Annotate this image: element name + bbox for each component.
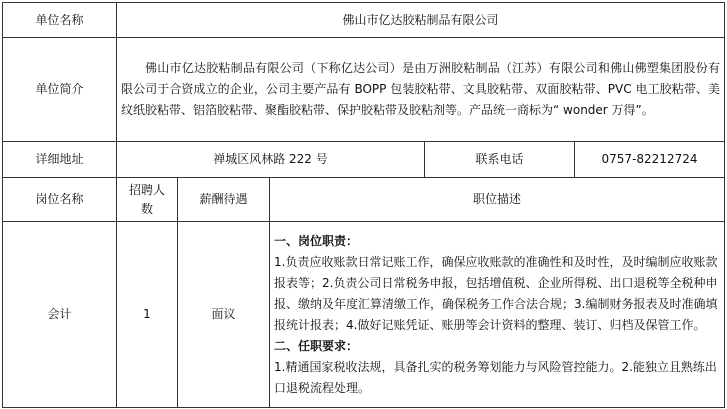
requirements-text: 1.精通国家税收法规，具备扎实的税务筹划能力与风险管控能力。2.能独立且熟练出口退税流程处理。: [274, 359, 717, 395]
company-info-table: [2, 2, 725, 408]
address-value: 禅城区风林路 222 号: [117, 142, 425, 178]
duties-text: 1.负责应收账款日常记账工作，确保应收账款的准确性和及时性，及时编制应收账款报表等；2.负责公司日常税务申报，包括增值税、企业所得税、出口退税等全税种申报、缴纳及年度汇算清缴工作，确保税务工作合法合规；3.编制财务报表及时准确填报统计报表；4.做好记账凭证、账册等会计资料的整理、装订、归档及保管工作。: [274, 254, 718, 332]
company-name-label: 单位名称: [3, 3, 117, 38]
duties-title: 一、岗位职责：: [274, 233, 359, 248]
address-label: 详细地址: [3, 142, 117, 178]
company-intro-text: 佛山市亿达胶粘制品有限公司（下称亿达公司）是由万洲胶粘制品（江苏）有限公司和佛山佛塑集团股份有限公司于合资成立的企业，公司主要产品有 BOPP 包装胶粘带、文具胶粘带、双面胶粘带、PVC 电工胶粘带、美纹纸胶粘带、铝箔胶粘带、聚酯胶粘带、保护胶粘带及胶粘剂等。产品统一商标为“ wonder 万得”。: [117, 38, 725, 142]
requirements-title: 二、任职要求：: [274, 338, 359, 353]
header-count: 招聘人数: [117, 178, 178, 222]
phone-value: 0757-82212724: [575, 142, 725, 178]
company-intro-label: 单位简介: [3, 38, 117, 142]
job-row: [3, 222, 725, 408]
address-row: [3, 142, 725, 178]
job-position: 会计: [3, 222, 117, 408]
header-salary: 薪酬待遇: [178, 178, 270, 222]
header-description: 职位描述: [270, 178, 725, 222]
jobs-header-row: [3, 178, 725, 222]
job-count: 1: [117, 222, 178, 408]
company-name-row: [3, 3, 725, 38]
job-salary: 面议: [178, 222, 270, 408]
company-name-value: 佛山市亿达胶粘制品有限公司: [117, 3, 725, 38]
job-description: [270, 222, 725, 408]
header-position: 岗位名称: [3, 178, 117, 222]
company-intro-row: [3, 38, 725, 142]
phone-label: 联系电话: [425, 142, 575, 178]
